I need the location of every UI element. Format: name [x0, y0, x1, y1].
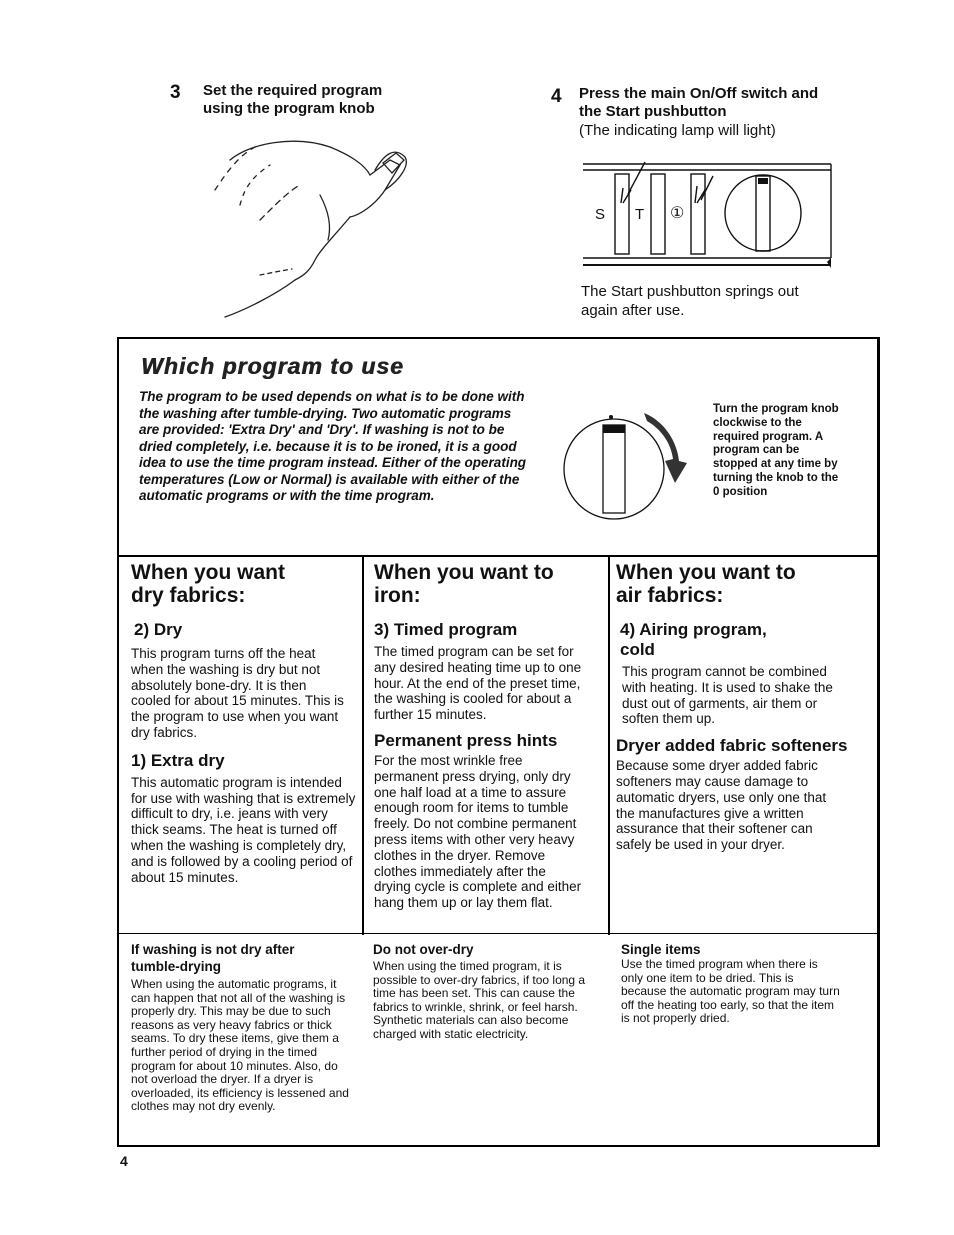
column-heading-air: When you want to air fabrics:: [616, 561, 796, 607]
step-4-subtitle: (The indicating lamp will light): [579, 122, 776, 139]
column-divider-1: [362, 555, 364, 935]
step-3-number: 3: [170, 82, 181, 103]
note-not-dry-text: When using the automatic programs, it can happen that not all of the washing is properly dry. This may be due to such reasons as very heavy fabrics or thick seams. To dry these items, give them a further period of drying in the timed program for about 10 minutes. Also, do not overload the dryer. If a dryer is overloaded, its efficiency is lessened and clothes may not dry evenly.: [131, 977, 349, 1114]
note-single-items: [621, 941, 843, 1026]
panel-label-s: S: [595, 206, 606, 223]
note-over-dry-text: When using the timed program, it is possible to over-dry fabrics, if too long a time has been set. This can cause the fabrics to wrinkle, shrink, or feel harsh. Synthetic materials can also become charged with static electricity.: [373, 959, 586, 1041]
column-iron: [374, 561, 599, 911]
column-heading-iron: When you want to iron:: [374, 561, 554, 607]
section-text-airing: This program cannot be combined with heating. It is used to shake the dust out of garments, air them or soften them up.: [622, 664, 833, 727]
note-single-items-text: Use the timed program when there is only one item to be dried. This is because the automatic program may turn off the heating too early, so that the item is not properly dried.: [621, 957, 840, 1026]
step-3-title: Set the required program using the program knob: [203, 82, 383, 117]
program-knob-diagram: [559, 401, 699, 526]
section-title-dry: 2) Dry: [134, 620, 183, 639]
knob-instruction-note: Turn the program knob clockwise to the required program. A program can be stopped at any time by turning the knob to the 0 position: [713, 403, 839, 498]
column-heading-dry: When you want dry fabrics:: [131, 561, 285, 607]
note-over-dry-title: Do not over-dry: [373, 942, 474, 957]
section-title-permanent-press: Permanent press hints: [374, 730, 558, 750]
section-text-softeners: Because some dryer added fabric softeners may cause damage to automatic dryers, use only one that the manufactures give a written assurance that their softener can safely be used in your dryer.: [616, 758, 827, 853]
column-divider-2: [608, 555, 610, 935]
hand-knob-illustration: [200, 135, 430, 320]
page-number: 4: [120, 1153, 128, 1169]
note-not-dry-title: If washing is not dry after tumble-drying: [131, 942, 295, 974]
section-title-extra-dry: 1) Extra dry: [131, 750, 225, 770]
panel-label-t: T: [635, 206, 645, 223]
note-single-items-title: Single items: [621, 942, 701, 957]
section-title-timed: 3) Timed program: [374, 620, 518, 639]
which-program-title: Which program to use: [141, 353, 404, 379]
bottom-divider: [119, 933, 877, 934]
section-text-dry: This program turns off the heat when the washing is dry but not absolutely bone-dry. It is then cooled for about 15 minutes. This is the program to use when you want dry fabrics.: [131, 646, 344, 740]
section-title-airing: 4) Airing program, cold: [620, 620, 767, 659]
section-text-extra-dry: This automatic program is intended for use with washing that is extremely difficult to dry, i.e. jeans with very thick seams. The heat is turned off when the washing is completely dry, and is followed by a cooling period of about 15 minutes.: [131, 774, 356, 885]
step-4-number: 4: [551, 86, 562, 107]
note-not-dry: [131, 941, 356, 1114]
step-4-title: Press the main On/Off switch and the Start pushbutton: [579, 85, 819, 120]
note-over-dry: [373, 941, 595, 1042]
header-divider: [119, 555, 877, 557]
control-panel-illustration: [583, 158, 833, 273]
program-info-box: [117, 337, 880, 1147]
section-text-permanent-press: For the most wrinkle free permanent press drying, only dry one half load at a time to assure enough room for items to tumble freely. Do not combine permanent press items with other very heavy clothes in the dryer. Remove clothes immediately after the drying cycle is complete and either hang them up or lay them flat.: [374, 752, 582, 911]
section-title-softeners: Dryer added fabric softeners: [616, 736, 848, 756]
which-program-intro: The program to be used depends on what is to be done with the washing after tumble-drying. Two automatic programs are provided: 'Extra Dry' and 'Dry'. If washing is not to be dried completely, i.e. because it is to be ironed, it is a good idea to use the time program instead. Either of the operating temperatures (Low or Normal) is available with either of the automatic programs or with the time program.: [139, 389, 527, 503]
step-4-caption: The Start pushbutton springs out again after use.: [581, 283, 799, 319]
column-dry-fabrics: [131, 561, 356, 885]
section-text-timed: The timed program can be set for any desired heating time up to one hour. At the end of the preset time, the washing is cooled for about a further 15 minutes.: [374, 644, 582, 723]
power-symbol-icon: ①: [670, 205, 685, 222]
column-air: [616, 561, 874, 853]
